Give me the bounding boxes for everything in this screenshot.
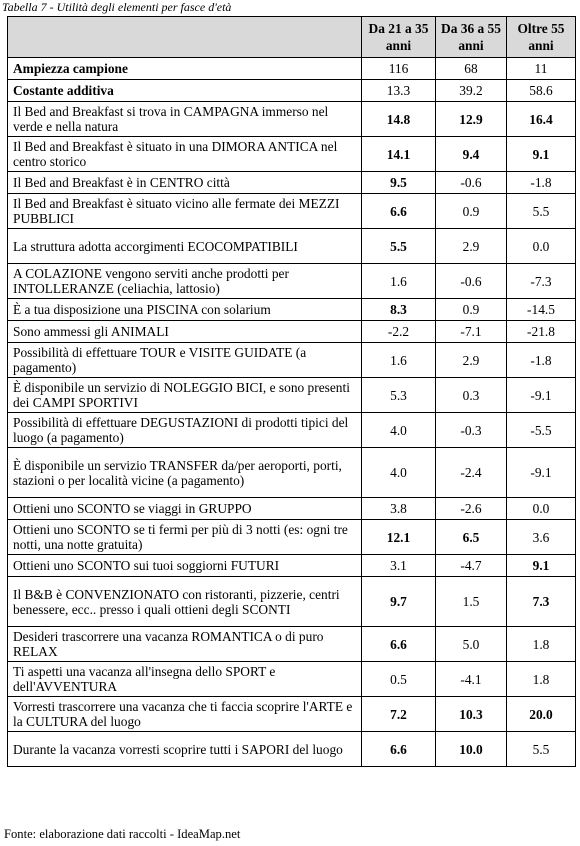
value-36-55: -7.1	[436, 321, 507, 343]
value-36-55: -4.7	[436, 555, 507, 577]
value-over-55: 9.1	[507, 137, 576, 172]
value-36-55: 5.0	[436, 627, 507, 662]
row-label: Possibilità di effettuare TOUR e VISITE GUIDATE (a pagamento)	[8, 343, 362, 378]
value-over-55: 0.0	[507, 498, 576, 520]
table-row	[8, 80, 576, 102]
value-21-35: 1.6	[362, 264, 436, 299]
row-label: Il Bed and Breakfast è situato vicino alle fermate dei MEZZI PUBBLICI	[8, 194, 362, 229]
row-label: Desideri trascorrere una vacanza ROMANTICA o di puro RELAX	[8, 627, 362, 662]
value-over-55: -9.1	[507, 448, 576, 498]
row-label: Possibilità di effettuare DEGUSTAZIONI di prodotti tipici del luogo (a pagamento)	[8, 413, 362, 448]
value-36-55: -2.4	[436, 448, 507, 498]
row-label: Ti aspetti una vacanza all'insegna dello SPORT e dell'AVVENTURA	[8, 662, 362, 697]
header-row	[8, 17, 576, 58]
row-label: Il Bed and Breakfast è situato in una DIMORA ANTICA nel centro storico	[8, 137, 362, 172]
row-label: Ottieni uno SCONTO se viaggi in GRUPPO	[8, 498, 362, 520]
value-36-55: -0.6	[436, 172, 507, 194]
row-label: La struttura adotta accorgimenti ECOCOMPATIBILI	[8, 229, 362, 264]
value-36-55: 39.2	[436, 80, 507, 102]
row-label: Ottieni uno SCONTO se ti fermi per più di 3 notti (es: ogni tre notti, una notte gratuita)	[8, 520, 362, 555]
value-over-55: 0.0	[507, 229, 576, 264]
table-row	[8, 343, 576, 378]
value-36-55: 0.3	[436, 378, 507, 413]
table-row	[8, 137, 576, 172]
row-label: A COLAZIONE vengono serviti anche prodotti per INTOLLERANZE (celiachia, lattosio)	[8, 264, 362, 299]
value-21-35: 4.0	[362, 413, 436, 448]
value-over-55: -14.5	[507, 299, 576, 321]
value-21-35: 6.6	[362, 194, 436, 229]
value-21-35: 9.5	[362, 172, 436, 194]
row-label: È a tua disposizione una PISCINA con solarium	[8, 299, 362, 321]
row-label: Durante la vacanza vorresti scoprire tutti i SAPORI del luogo	[8, 732, 362, 767]
table-row	[8, 448, 576, 498]
table-row	[8, 520, 576, 555]
value-36-55: -0.3	[436, 413, 507, 448]
row-label: Il Bed and Breakfast si trova in CAMPAGNA immerso nel verde e nella natura	[8, 102, 362, 137]
table-row	[8, 413, 576, 448]
value-21-35: 3.1	[362, 555, 436, 577]
table-row	[8, 172, 576, 194]
value-over-55: -1.8	[507, 343, 576, 378]
table-body	[8, 58, 576, 767]
value-36-55: 0.9	[436, 299, 507, 321]
row-label: Sono ammessi gli ANIMALI	[8, 321, 362, 343]
value-over-55: -5.5	[507, 413, 576, 448]
value-over-55: 1.8	[507, 627, 576, 662]
value-21-35: 6.6	[362, 732, 436, 767]
value-36-55: 2.9	[436, 343, 507, 378]
value-21-35: 5.3	[362, 378, 436, 413]
table-row	[8, 102, 576, 137]
value-21-35: 1.6	[362, 343, 436, 378]
utility-table	[7, 16, 576, 767]
value-21-35: 8.3	[362, 299, 436, 321]
value-36-55: 10.3	[436, 697, 507, 732]
value-36-55: -0.6	[436, 264, 507, 299]
value-21-35: 116	[362, 58, 436, 80]
value-36-55: 9.4	[436, 137, 507, 172]
value-21-35: 3.8	[362, 498, 436, 520]
table-row	[8, 697, 576, 732]
value-over-55: 5.5	[507, 732, 576, 767]
table-row	[8, 577, 576, 627]
value-over-55: -1.8	[507, 172, 576, 194]
value-21-35: 6.6	[362, 627, 436, 662]
table-row	[8, 498, 576, 520]
value-over-55: 16.4	[507, 102, 576, 137]
value-36-55: 2.9	[436, 229, 507, 264]
value-over-55: 5.5	[507, 194, 576, 229]
row-label: Il Bed and Breakfast è in CENTRO città	[8, 172, 362, 194]
row-label: È disponibile un servizio di NOLEGGIO BICI, e sono presenti dei CAMPI SPORTIVI	[8, 378, 362, 413]
value-over-55: 3.6	[507, 520, 576, 555]
value-36-55: 1.5	[436, 577, 507, 627]
row-label: È disponibile un servizio TRANSFER da/per aeroporti, porti, stazioni o per località vicine (a pagamento)	[8, 448, 362, 498]
row-label: Vorresti trascorrere una vacanza che ti faccia scoprire l'ARTE e la CULTURA del luogo	[8, 697, 362, 732]
table-caption: Tabella 7 - Utilità degli elementi per fasce d'età	[2, 0, 232, 14]
header-cell-over-55: Oltre 55 anni	[507, 17, 576, 58]
value-21-35: 14.8	[362, 102, 436, 137]
table-row	[8, 321, 576, 343]
value-over-55: -9.1	[507, 378, 576, 413]
value-21-35: 12.1	[362, 520, 436, 555]
header-cell-21-35: Da 21 a 35 anni	[362, 17, 436, 58]
value-over-55: 7.3	[507, 577, 576, 627]
value-21-35: 13.3	[362, 80, 436, 102]
row-label: Ottieni uno SCONTO sui tuoi soggiorni FUTURI	[8, 555, 362, 577]
value-21-35: 14.1	[362, 137, 436, 172]
value-36-55: 12.9	[436, 102, 507, 137]
value-36-55: -4.1	[436, 662, 507, 697]
value-over-55: -7.3	[507, 264, 576, 299]
value-over-55: 11	[507, 58, 576, 80]
value-over-55: 1.8	[507, 662, 576, 697]
row-label: Ampiezza campione	[8, 58, 362, 80]
value-36-55: 0.9	[436, 194, 507, 229]
value-21-35: 0.5	[362, 662, 436, 697]
table-row	[8, 264, 576, 299]
value-over-55: 9.1	[507, 555, 576, 577]
value-36-55: 68	[436, 58, 507, 80]
row-label: Costante additiva	[8, 80, 362, 102]
table-row	[8, 555, 576, 577]
value-21-35: 5.5	[362, 229, 436, 264]
table-row	[8, 229, 576, 264]
value-21-35: 9.7	[362, 577, 436, 627]
header-cell-36-55: Da 36 a 55 anni	[436, 17, 507, 58]
value-over-55: -21.8	[507, 321, 576, 343]
row-label: Il B&B è CONVENZIONATO con ristoranti, pizzerie, centri benessere, ecc.. presso i quali ottieni degli SCONTI	[8, 577, 362, 627]
value-over-55: 58.6	[507, 80, 576, 102]
table-row	[8, 299, 576, 321]
value-36-55: 6.5	[436, 520, 507, 555]
value-36-55: 10.0	[436, 732, 507, 767]
value-21-35: 4.0	[362, 448, 436, 498]
value-36-55: -2.6	[436, 498, 507, 520]
table-row	[8, 378, 576, 413]
table-row	[8, 194, 576, 229]
table-row	[8, 662, 576, 697]
table-row	[8, 732, 576, 767]
value-over-55: 20.0	[507, 697, 576, 732]
value-21-35: 7.2	[362, 697, 436, 732]
table-row	[8, 58, 576, 80]
table-row	[8, 627, 576, 662]
source-note: Fonte: elaborazione dati raccolti - IdeaMap.net	[4, 827, 241, 841]
header-cell-blank	[8, 17, 362, 58]
value-21-35: -2.2	[362, 321, 436, 343]
